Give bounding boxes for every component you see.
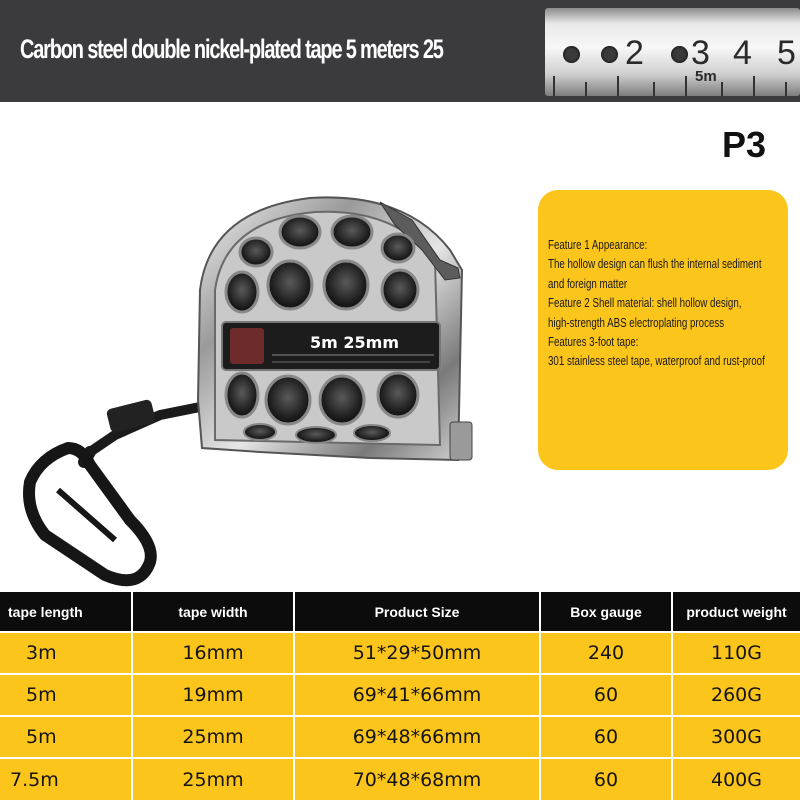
feature-line: Feature 1 Appearance: (548, 238, 648, 252)
table-row (0, 716, 800, 758)
feature-line: The hollow design can flush the internal sediment (548, 257, 762, 272)
product-code-label: P3 (722, 124, 767, 165)
tape-measure-illustration (10, 190, 490, 590)
table-cell: 260G (672, 674, 800, 716)
table-cell: 60 (540, 758, 672, 800)
table-cell: 7.5m (0, 758, 132, 800)
tape-tick (617, 76, 619, 96)
tape-tick (585, 82, 587, 96)
page-title: Carbon steel double nickel-plated tape 5 meters 25 (20, 34, 443, 64)
tape-number: 3 (691, 34, 710, 72)
header-banner (0, 0, 800, 102)
table-cell: 60 (540, 674, 672, 716)
tape-tick (653, 82, 655, 96)
table-cell: 5m (0, 716, 132, 758)
tape-tick (685, 76, 687, 96)
tape-tick (785, 82, 787, 96)
tape-number: 4 (733, 34, 752, 72)
table-cell: 300G (672, 716, 800, 758)
column-header-tape-length: tape length (0, 592, 132, 632)
tape-hole (563, 46, 580, 63)
column-header-product-weight: product weight (672, 592, 800, 632)
tape-number: 5 (777, 34, 796, 72)
feature-line: and foreign matter (548, 276, 628, 291)
product-image (10, 190, 490, 590)
table-cell: 69*48*66mm (294, 716, 540, 758)
table-cell: 25mm (132, 758, 294, 800)
table-cell: 60 (540, 716, 672, 758)
tape-hole (671, 46, 688, 63)
table-cell: 51*29*50mm (294, 632, 540, 674)
tape-number: 2 (625, 34, 644, 72)
carabiner-icon (29, 448, 151, 580)
spec-table (0, 592, 800, 800)
table-cell: 110G (672, 632, 800, 674)
feature-line: Feature 2 Shell material: shell hollow design, (548, 296, 742, 311)
table-row (0, 758, 800, 800)
column-header-tape-width: tape width (132, 592, 294, 632)
table-cell: 5m (0, 674, 132, 716)
table-header-row (0, 592, 800, 632)
feature-line: high-strength ABS electroplating process (548, 315, 725, 330)
table-cell: 69*41*66mm (294, 674, 540, 716)
column-header-box-gauge: Box gauge (540, 592, 672, 632)
table-row (0, 632, 800, 674)
tape-hole (601, 46, 618, 63)
tape-tick (553, 76, 555, 96)
tape-unit: 5m (695, 68, 717, 85)
table-cell: 240 (540, 632, 672, 674)
tape-ruler-image (545, 8, 800, 96)
table-cell: 400G (672, 758, 800, 800)
table-cell: 25mm (132, 716, 294, 758)
table-cell: 70*48*68mm (294, 758, 540, 800)
tape-tick (753, 76, 755, 96)
product-label-text: 5m 25mm (310, 333, 399, 352)
tape-tick (721, 82, 723, 96)
table-row (0, 674, 800, 716)
table-cell: 16mm (132, 632, 294, 674)
table-cell: 19mm (132, 674, 294, 716)
column-header-product-size: Product Size (294, 592, 540, 632)
feature-line: Features 3-foot tape: (548, 335, 639, 350)
table-cell: 3m (0, 632, 132, 674)
feature-line: 301 stainless steel tape, waterproof and rust-proof (548, 354, 765, 369)
feature-box (538, 190, 788, 470)
